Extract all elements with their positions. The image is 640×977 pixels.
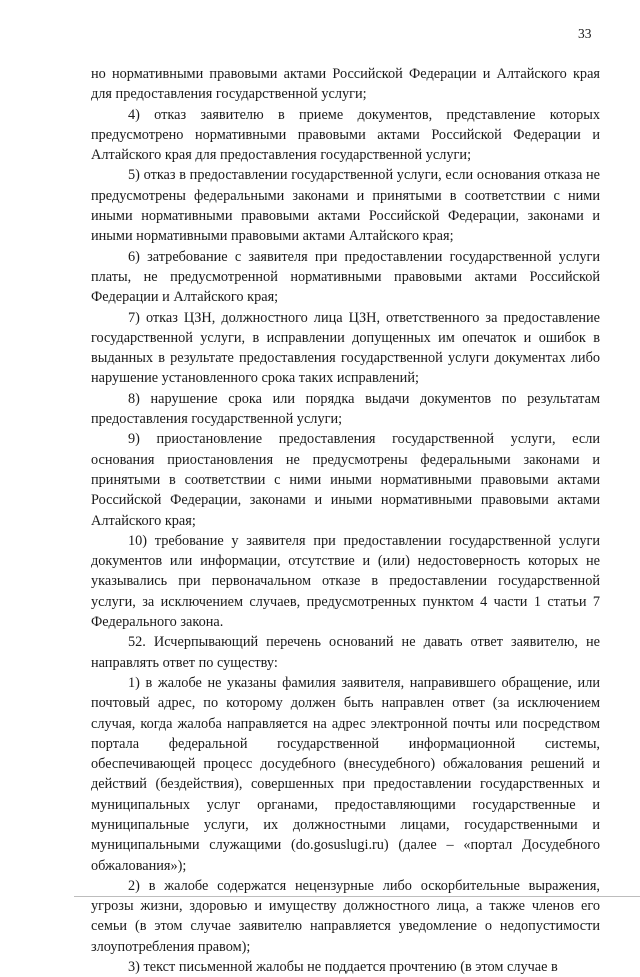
paragraph: 8) нарушение срока или порядка выдачи документов по результатам предоставления государственной услуги;: [91, 390, 600, 428]
page-number: 33: [578, 26, 592, 41]
paragraph: 4) отказ заявителю в приеме документов, представление которых предусмотрено нормативными правовыми актами Российской Федерации и Алтайского края для предоставления государственной услуги;: [91, 106, 600, 164]
paragraph: 1) в жалобе не указаны фамилия заявителя, направившего обращение, или почтовый адрес, по которому должен быть направлен ответ (за исключением случая, когда жалоба направляется на адрес электронной почты или посредством портала федеральной государственной информационной системы, обеспечивающей процесс досудебного (внесудебного) обжалования решений и действий (бездействия), совершенных при предоставлении государственных и муниципальных услуг органами, предоставляющими государственные и муниципальные услуги, их должностными лицами, государственными и муниципальными служащими (do.gosuslugi.ru) (далее – «портал Досудебного обжалования»);: [91, 674, 600, 874]
paragraph: 2) в жалобе содержатся нецензурные либо оскорбительные выражения, угрозы жизни, здоровью и имуществу должностного лица, а также членов его семьи (в этом случае заявителю направляется уведомление о недопустимости злоупотребления правом);: [91, 877, 600, 955]
paragraph: но нормативными правовыми актами Российской Федерации и Алтайского края для предоставления государственной услуги;: [91, 66, 600, 103]
paragraph: 9) приостановление предоставления государственной услуги, если основания приостановления не предусмотрены федеральными законами и принятыми в соответствии с ними иными нормативными правовыми актами Российской Федерации, законами и иными нормативными правовыми актами Алтайского края;: [91, 431, 600, 529]
scan-edge-line: [74, 896, 640, 897]
paragraph: 7) отказ ЦЗН, должностного лица ЦЗН, ответственного за предоставление государственной услуги, в исправлении допущенных им опечаток и ошибок в выданных в результате предоставления государственной услуги документах либо нарушение установленного срока таких исправлений;: [91, 309, 600, 387]
document-body: [91, 64, 600, 977]
paragraph: 5) отказ в предоставлении государственной услуги, если основания отказа не предусмотрены федеральными законами и принятыми в соответствии с ними иными нормативными правовыми актами Российской Федерации, законами и иными нормативными правовыми актами Алтайского края;: [91, 167, 600, 245]
paragraph: 3) текст письменной жалобы не поддается прочтению (в этом случае в: [128, 959, 558, 976]
paragraph: 52. Исчерпывающий перечень оснований не давать ответ заявителю, не направлять ответ по существу:: [91, 634, 600, 671]
paragraph: 10) требование у заявителя при предоставлении государственной услуги документов или информации, отсутствие и (или) недостоверность которых не указывались при первоначальном отказе в предоставлении государственной услуги, за исключением случаев, предусмотренных пунктом 4 части 1 статьи 7 Федерального закона.: [91, 532, 600, 631]
paragraph: 6) затребование с заявителя при предоставлении государственной услуги платы, не предусмотренной нормативными правовыми актами Российской Федерации и Алтайского края;: [91, 248, 600, 306]
